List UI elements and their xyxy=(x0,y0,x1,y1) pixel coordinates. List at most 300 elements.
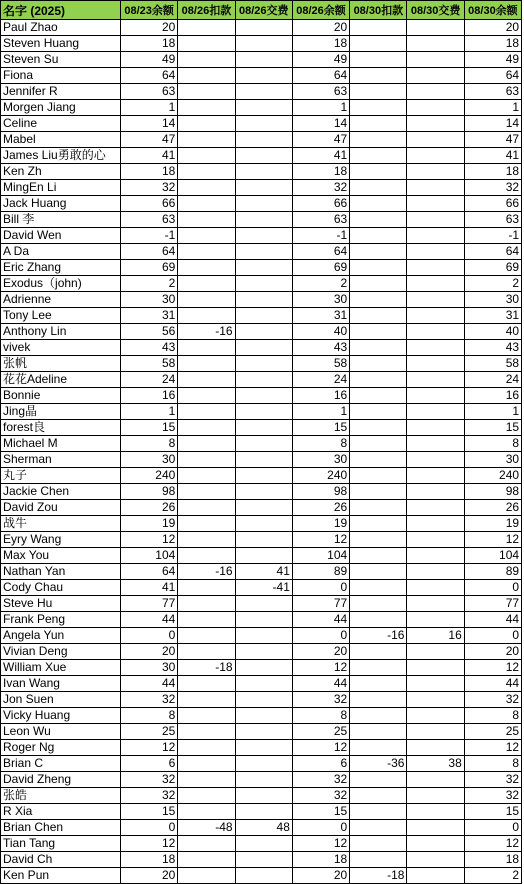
cell-0830-deduction[interactable] xyxy=(350,68,407,84)
cell-0830-balance[interactable]: 8 xyxy=(464,436,521,452)
cell-0823-balance[interactable]: 19 xyxy=(121,516,178,532)
cell-0826-deduction[interactable] xyxy=(178,340,235,356)
cell-0826-deduction[interactable] xyxy=(178,180,235,196)
cell-0826-payment[interactable] xyxy=(235,308,292,324)
cell-0826-payment[interactable] xyxy=(235,84,292,100)
cell-0826-balance[interactable]: 20 xyxy=(292,868,349,884)
cell-0830-balance[interactable]: 1 xyxy=(464,404,521,420)
cell-0826-balance[interactable]: 104 xyxy=(292,548,349,564)
cell-0830-payment[interactable] xyxy=(407,484,464,500)
cell-0826-payment[interactable] xyxy=(235,676,292,692)
cell-0826-balance[interactable]: 15 xyxy=(292,420,349,436)
cell-0826-balance[interactable]: -1 xyxy=(292,228,349,244)
cell-0823-balance[interactable]: 16 xyxy=(121,388,178,404)
cell-0830-balance[interactable]: 24 xyxy=(464,372,521,388)
cell-0826-deduction[interactable] xyxy=(178,628,235,644)
cell-name[interactable]: Eric Zhang xyxy=(1,260,121,276)
cell-name[interactable]: 丸子 xyxy=(1,468,121,484)
cell-0830-balance[interactable]: 0 xyxy=(464,580,521,596)
cell-0826-deduction[interactable] xyxy=(178,644,235,660)
cell-0826-balance[interactable]: 44 xyxy=(292,676,349,692)
cell-0830-deduction[interactable] xyxy=(350,452,407,468)
cell-0826-payment[interactable] xyxy=(235,324,292,340)
cell-0823-balance[interactable]: 25 xyxy=(121,724,178,740)
cell-0826-balance[interactable]: 0 xyxy=(292,628,349,644)
cell-0830-balance[interactable]: 31 xyxy=(464,308,521,324)
cell-0823-balance[interactable]: 24 xyxy=(121,372,178,388)
cell-0823-balance[interactable]: 32 xyxy=(121,788,178,804)
cell-0826-balance[interactable]: 64 xyxy=(292,244,349,260)
cell-0826-balance[interactable]: 43 xyxy=(292,340,349,356)
cell-0823-balance[interactable]: 31 xyxy=(121,308,178,324)
cell-0826-deduction[interactable] xyxy=(178,36,235,52)
cell-0830-payment[interactable] xyxy=(407,724,464,740)
cell-0830-payment[interactable] xyxy=(407,84,464,100)
cell-0830-deduction[interactable] xyxy=(350,292,407,308)
cell-0830-deduction[interactable] xyxy=(350,772,407,788)
cell-0830-deduction[interactable] xyxy=(350,372,407,388)
cell-name[interactable]: Leon Wu xyxy=(1,724,121,740)
cell-name[interactable]: Sherman xyxy=(1,452,121,468)
cell-0826-payment[interactable] xyxy=(235,420,292,436)
cell-0830-balance[interactable]: 77 xyxy=(464,596,521,612)
cell-name[interactable]: Brian Chen xyxy=(1,820,121,836)
cell-0823-balance[interactable]: 26 xyxy=(121,500,178,516)
cell-0826-deduction[interactable] xyxy=(178,692,235,708)
cell-0830-balance[interactable]: 30 xyxy=(464,452,521,468)
cell-0830-balance[interactable]: 40 xyxy=(464,324,521,340)
cell-0830-deduction[interactable] xyxy=(350,276,407,292)
cell-0826-payment[interactable] xyxy=(235,452,292,468)
cell-name[interactable]: Nathan Yan xyxy=(1,564,121,580)
cell-0830-deduction[interactable] xyxy=(350,500,407,516)
cell-0830-payment[interactable] xyxy=(407,708,464,724)
cell-0830-deduction[interactable] xyxy=(350,580,407,596)
cell-0823-balance[interactable]: 44 xyxy=(121,676,178,692)
cell-0826-balance[interactable]: 63 xyxy=(292,84,349,100)
cell-0830-balance[interactable]: 26 xyxy=(464,500,521,516)
cell-0826-payment[interactable] xyxy=(235,292,292,308)
cell-0826-balance[interactable]: 8 xyxy=(292,708,349,724)
cell-0826-deduction[interactable] xyxy=(178,20,235,36)
cell-0830-deduction[interactable] xyxy=(350,484,407,500)
cell-name[interactable]: Fiona xyxy=(1,68,121,84)
cell-0823-balance[interactable]: 30 xyxy=(121,660,178,676)
cell-0830-deduction[interactable] xyxy=(350,660,407,676)
cell-0826-balance[interactable]: 18 xyxy=(292,36,349,52)
cell-0830-payment[interactable] xyxy=(407,532,464,548)
cell-0826-balance[interactable]: 26 xyxy=(292,500,349,516)
cell-0830-balance[interactable]: 20 xyxy=(464,644,521,660)
cell-0826-payment[interactable]: 48 xyxy=(235,820,292,836)
cell-0830-deduction[interactable] xyxy=(350,52,407,68)
cell-0826-payment[interactable] xyxy=(235,628,292,644)
cell-0830-payment[interactable] xyxy=(407,420,464,436)
cell-0830-deduction[interactable] xyxy=(350,148,407,164)
cell-0826-payment[interactable] xyxy=(235,836,292,852)
cell-0826-deduction[interactable] xyxy=(178,52,235,68)
cell-0823-balance[interactable]: 15 xyxy=(121,804,178,820)
cell-0830-deduction[interactable] xyxy=(350,740,407,756)
cell-0826-balance[interactable]: 44 xyxy=(292,612,349,628)
cell-0826-balance[interactable]: 98 xyxy=(292,484,349,500)
cell-0826-deduction[interactable] xyxy=(178,836,235,852)
cell-0826-payment[interactable] xyxy=(235,532,292,548)
cell-name[interactable]: Tian Tang xyxy=(1,836,121,852)
cell-0826-payment[interactable] xyxy=(235,244,292,260)
cell-0826-payment[interactable] xyxy=(235,772,292,788)
cell-0826-balance[interactable]: 24 xyxy=(292,372,349,388)
cell-0826-deduction[interactable] xyxy=(178,164,235,180)
cell-0826-balance[interactable]: 14 xyxy=(292,116,349,132)
cell-name[interactable]: David Zheng xyxy=(1,772,121,788)
cell-0830-deduction[interactable] xyxy=(350,676,407,692)
cell-0823-balance[interactable]: 1 xyxy=(121,100,178,116)
cell-0830-balance[interactable]: 12 xyxy=(464,836,521,852)
cell-0830-deduction[interactable] xyxy=(350,308,407,324)
cell-0823-balance[interactable]: -1 xyxy=(121,228,178,244)
cell-0826-payment[interactable] xyxy=(235,468,292,484)
cell-0826-balance[interactable]: 25 xyxy=(292,724,349,740)
cell-name[interactable]: Tony Lee xyxy=(1,308,121,324)
cell-0830-deduction[interactable] xyxy=(350,388,407,404)
cell-0826-payment[interactable] xyxy=(235,68,292,84)
cell-0826-deduction[interactable] xyxy=(178,404,235,420)
cell-0830-payment[interactable] xyxy=(407,100,464,116)
cell-0826-deduction[interactable] xyxy=(178,500,235,516)
cell-0830-payment[interactable] xyxy=(407,324,464,340)
cell-0830-balance[interactable]: 8 xyxy=(464,756,521,772)
cell-0826-deduction[interactable] xyxy=(178,420,235,436)
cell-0830-deduction[interactable] xyxy=(350,788,407,804)
cell-0826-deduction[interactable] xyxy=(178,852,235,868)
cell-0826-payment[interactable] xyxy=(235,116,292,132)
cell-0826-deduction[interactable] xyxy=(178,772,235,788)
cell-0830-payment[interactable] xyxy=(407,132,464,148)
cell-0823-balance[interactable]: 56 xyxy=(121,324,178,340)
cell-name[interactable]: Ken Pun xyxy=(1,868,121,884)
cell-0826-deduction[interactable] xyxy=(178,596,235,612)
cell-0830-balance[interactable]: 104 xyxy=(464,548,521,564)
cell-0826-balance[interactable]: 16 xyxy=(292,388,349,404)
cell-0826-deduction[interactable] xyxy=(178,372,235,388)
cell-0826-balance[interactable]: 6 xyxy=(292,756,349,772)
cell-0830-payment[interactable] xyxy=(407,868,464,884)
cell-0823-balance[interactable]: 32 xyxy=(121,692,178,708)
cell-0826-balance[interactable]: 1 xyxy=(292,100,349,116)
cell-0826-payment[interactable] xyxy=(235,372,292,388)
cell-name[interactable]: Ken Zh xyxy=(1,164,121,180)
cell-0830-balance[interactable]: 32 xyxy=(464,772,521,788)
cell-0830-deduction[interactable] xyxy=(350,548,407,564)
cell-0830-balance[interactable]: 12 xyxy=(464,532,521,548)
cell-0823-balance[interactable]: 8 xyxy=(121,436,178,452)
cell-0830-payment[interactable]: 38 xyxy=(407,756,464,772)
cell-0826-deduction[interactable] xyxy=(178,724,235,740)
cell-0830-payment[interactable] xyxy=(407,612,464,628)
header-0826-balance[interactable]: 08/26余额 xyxy=(292,1,349,20)
cell-name[interactable]: 张皓 xyxy=(1,788,121,804)
cell-0830-deduction[interactable] xyxy=(350,404,407,420)
cell-0826-deduction[interactable] xyxy=(178,548,235,564)
cell-0826-balance[interactable]: 32 xyxy=(292,772,349,788)
cell-0823-balance[interactable]: 18 xyxy=(121,852,178,868)
cell-name[interactable]: Jing晶 xyxy=(1,404,121,420)
cell-0826-balance[interactable]: 32 xyxy=(292,180,349,196)
cell-0826-payment[interactable] xyxy=(235,692,292,708)
cell-name[interactable]: R Xia xyxy=(1,804,121,820)
cell-name[interactable]: Mabel xyxy=(1,132,121,148)
cell-0826-payment[interactable] xyxy=(235,196,292,212)
cell-0830-balance[interactable]: 63 xyxy=(464,84,521,100)
cell-0830-payment[interactable] xyxy=(407,468,464,484)
cell-0823-balance[interactable]: 66 xyxy=(121,196,178,212)
cell-0830-deduction[interactable]: -18 xyxy=(350,868,407,884)
header-name[interactable]: 名字 (2025) xyxy=(1,1,121,20)
cell-0830-balance[interactable]: 44 xyxy=(464,612,521,628)
cell-0826-payment[interactable] xyxy=(235,228,292,244)
cell-0830-payment[interactable] xyxy=(407,68,464,84)
cell-0830-balance[interactable]: 14 xyxy=(464,116,521,132)
cell-0826-balance[interactable]: 58 xyxy=(292,356,349,372)
cell-0826-balance[interactable]: 18 xyxy=(292,852,349,868)
cell-0826-balance[interactable]: 18 xyxy=(292,164,349,180)
cell-0826-payment[interactable] xyxy=(235,548,292,564)
cell-0826-payment[interactable] xyxy=(235,276,292,292)
cell-0826-deduction[interactable] xyxy=(178,212,235,228)
cell-0830-payment[interactable] xyxy=(407,740,464,756)
cell-0830-deduction[interactable] xyxy=(350,564,407,580)
cell-0823-balance[interactable]: 41 xyxy=(121,580,178,596)
cell-0830-deduction[interactable] xyxy=(350,804,407,820)
cell-0830-payment[interactable] xyxy=(407,20,464,36)
cell-0826-balance[interactable]: 240 xyxy=(292,468,349,484)
cell-0830-balance[interactable]: 63 xyxy=(464,212,521,228)
cell-0823-balance[interactable]: 18 xyxy=(121,164,178,180)
cell-0823-balance[interactable]: 12 xyxy=(121,532,178,548)
cell-0826-balance[interactable]: 0 xyxy=(292,820,349,836)
cell-0830-balance[interactable]: 18 xyxy=(464,36,521,52)
cell-0826-balance[interactable]: 12 xyxy=(292,660,349,676)
cell-name[interactable]: Bonnie xyxy=(1,388,121,404)
cell-name[interactable]: Vivian Deng xyxy=(1,644,121,660)
cell-0826-deduction[interactable] xyxy=(178,388,235,404)
cell-0830-balance[interactable]: 0 xyxy=(464,628,521,644)
cell-name[interactable]: 张帆 xyxy=(1,356,121,372)
cell-0830-payment[interactable] xyxy=(407,836,464,852)
cell-0830-deduction[interactable]: -36 xyxy=(350,756,407,772)
cell-name[interactable]: David Wen xyxy=(1,228,121,244)
cell-0826-deduction[interactable] xyxy=(178,580,235,596)
cell-0826-payment[interactable] xyxy=(235,356,292,372)
cell-0826-deduction[interactable] xyxy=(178,612,235,628)
cell-0830-payment[interactable] xyxy=(407,788,464,804)
cell-0830-payment[interactable] xyxy=(407,388,464,404)
cell-0826-balance[interactable]: 64 xyxy=(292,68,349,84)
cell-0830-balance[interactable]: 240 xyxy=(464,468,521,484)
cell-name[interactable]: Michael M xyxy=(1,436,121,452)
cell-0823-balance[interactable]: 69 xyxy=(121,260,178,276)
cell-0830-deduction[interactable] xyxy=(350,244,407,260)
cell-0830-payment[interactable] xyxy=(407,292,464,308)
cell-0830-payment[interactable] xyxy=(407,356,464,372)
cell-0830-payment[interactable] xyxy=(407,500,464,516)
cell-0830-balance[interactable]: 41 xyxy=(464,148,521,164)
cell-0830-deduction[interactable] xyxy=(350,228,407,244)
cell-0826-deduction[interactable] xyxy=(178,100,235,116)
cell-0826-payment[interactable] xyxy=(235,788,292,804)
cell-0826-balance[interactable]: 66 xyxy=(292,196,349,212)
cell-name[interactable]: Frank Peng xyxy=(1,612,121,628)
cell-0823-balance[interactable]: 8 xyxy=(121,708,178,724)
cell-0830-payment[interactable] xyxy=(407,52,464,68)
cell-0830-payment[interactable] xyxy=(407,340,464,356)
cell-0830-balance[interactable]: 32 xyxy=(464,692,521,708)
cell-0830-deduction[interactable] xyxy=(350,436,407,452)
cell-name[interactable]: Bill 李 xyxy=(1,212,121,228)
cell-0830-payment[interactable]: 16 xyxy=(407,628,464,644)
cell-0823-balance[interactable]: 64 xyxy=(121,68,178,84)
cell-0826-deduction[interactable]: -18 xyxy=(178,660,235,676)
cell-0826-payment[interactable] xyxy=(235,804,292,820)
cell-0830-balance[interactable]: 15 xyxy=(464,420,521,436)
cell-0826-deduction[interactable] xyxy=(178,868,235,884)
cell-0826-payment[interactable] xyxy=(235,52,292,68)
cell-0826-payment[interactable]: 41 xyxy=(235,564,292,580)
cell-0823-balance[interactable]: 77 xyxy=(121,596,178,612)
cell-0830-payment[interactable] xyxy=(407,804,464,820)
cell-0826-deduction[interactable] xyxy=(178,292,235,308)
cell-0830-payment[interactable] xyxy=(407,596,464,612)
cell-name[interactable]: Steven Su xyxy=(1,52,121,68)
cell-0826-balance[interactable]: 40 xyxy=(292,324,349,340)
cell-0830-balance[interactable]: 19 xyxy=(464,516,521,532)
cell-0826-payment[interactable] xyxy=(235,500,292,516)
cell-0830-payment[interactable] xyxy=(407,580,464,596)
cell-0830-balance[interactable]: 49 xyxy=(464,52,521,68)
cell-0830-payment[interactable] xyxy=(407,212,464,228)
cell-name[interactable]: A Da xyxy=(1,244,121,260)
header-0823-balance[interactable]: 08/23余额 xyxy=(121,1,178,20)
cell-name[interactable]: William Xue xyxy=(1,660,121,676)
cell-0830-deduction[interactable] xyxy=(350,836,407,852)
cell-0823-balance[interactable]: 64 xyxy=(121,244,178,260)
header-0830-balance[interactable]: 08/30余额 xyxy=(464,1,521,20)
cell-0826-payment[interactable] xyxy=(235,180,292,196)
cell-0830-payment[interactable] xyxy=(407,260,464,276)
cell-name[interactable]: Anthony Lin xyxy=(1,324,121,340)
cell-0830-balance[interactable]: 2 xyxy=(464,868,521,884)
cell-0826-payment[interactable] xyxy=(235,212,292,228)
cell-0830-balance[interactable]: 32 xyxy=(464,180,521,196)
cell-0826-balance[interactable]: 19 xyxy=(292,516,349,532)
cell-0830-payment[interactable] xyxy=(407,228,464,244)
cell-0826-balance[interactable]: 89 xyxy=(292,564,349,580)
cell-0830-deduction[interactable] xyxy=(350,596,407,612)
cell-0830-payment[interactable] xyxy=(407,148,464,164)
cell-0826-payment[interactable] xyxy=(235,132,292,148)
cell-0830-balance[interactable]: 89 xyxy=(464,564,521,580)
cell-0823-balance[interactable]: 63 xyxy=(121,84,178,100)
cell-0826-balance[interactable]: 30 xyxy=(292,292,349,308)
cell-0826-payment[interactable] xyxy=(235,340,292,356)
cell-0830-deduction[interactable] xyxy=(350,708,407,724)
cell-0823-balance[interactable]: 32 xyxy=(121,772,178,788)
cell-0830-deduction[interactable] xyxy=(350,196,407,212)
cell-0826-payment[interactable] xyxy=(235,596,292,612)
cell-0826-payment[interactable] xyxy=(235,404,292,420)
cell-0830-balance[interactable]: 66 xyxy=(464,196,521,212)
cell-0826-payment[interactable] xyxy=(235,148,292,164)
cell-0830-balance[interactable]: 1 xyxy=(464,100,521,116)
header-0830-deduction[interactable]: 08/30扣款 xyxy=(350,1,407,20)
cell-0830-balance[interactable]: 64 xyxy=(464,68,521,84)
cell-name[interactable]: 花花Adeline xyxy=(1,372,121,388)
cell-name[interactable]: Jackie Chen xyxy=(1,484,121,500)
cell-0830-payment[interactable] xyxy=(407,372,464,388)
cell-name[interactable]: Vicky Huang xyxy=(1,708,121,724)
cell-0830-deduction[interactable] xyxy=(350,340,407,356)
cell-0823-balance[interactable]: 1 xyxy=(121,404,178,420)
cell-0826-balance[interactable]: 2 xyxy=(292,276,349,292)
cell-0830-balance[interactable]: 2 xyxy=(464,276,521,292)
cell-0826-deduction[interactable] xyxy=(178,196,235,212)
cell-0826-balance[interactable]: 32 xyxy=(292,788,349,804)
cell-name[interactable]: Steven Huang xyxy=(1,36,121,52)
cell-name[interactable]: Exodus（john) xyxy=(1,276,121,292)
cell-0826-payment[interactable] xyxy=(235,612,292,628)
cell-0826-balance[interactable]: 12 xyxy=(292,740,349,756)
cell-name[interactable]: Brian C xyxy=(1,756,121,772)
cell-0823-balance[interactable]: 47 xyxy=(121,132,178,148)
cell-0830-balance[interactable]: 25 xyxy=(464,724,521,740)
cell-0830-deduction[interactable] xyxy=(350,180,407,196)
cell-0830-payment[interactable] xyxy=(407,820,464,836)
cell-0826-deduction[interactable] xyxy=(178,260,235,276)
cell-0830-payment[interactable] xyxy=(407,676,464,692)
header-0826-deduction[interactable]: 08/26扣款 xyxy=(178,1,235,20)
cell-0826-deduction[interactable]: -48 xyxy=(178,820,235,836)
cell-0826-balance[interactable]: 32 xyxy=(292,692,349,708)
cell-0826-deduction[interactable] xyxy=(178,484,235,500)
cell-0826-payment[interactable] xyxy=(235,36,292,52)
cell-0830-payment[interactable] xyxy=(407,180,464,196)
cell-0830-payment[interactable] xyxy=(407,564,464,580)
cell-0826-deduction[interactable]: -16 xyxy=(178,324,235,340)
cell-0826-payment[interactable] xyxy=(235,756,292,772)
cell-0826-payment[interactable] xyxy=(235,660,292,676)
cell-0830-deduction[interactable] xyxy=(350,692,407,708)
cell-0826-deduction[interactable] xyxy=(178,468,235,484)
cell-0826-deduction[interactable] xyxy=(178,516,235,532)
cell-0830-payment[interactable] xyxy=(407,308,464,324)
cell-0823-balance[interactable]: 43 xyxy=(121,340,178,356)
cell-0830-balance[interactable]: 20 xyxy=(464,20,521,36)
cell-0826-balance[interactable]: 12 xyxy=(292,836,349,852)
cell-0823-balance[interactable]: 12 xyxy=(121,740,178,756)
cell-0826-payment[interactable] xyxy=(235,100,292,116)
cell-0830-payment[interactable] xyxy=(407,692,464,708)
cell-0823-balance[interactable]: 18 xyxy=(121,36,178,52)
cell-name[interactable]: Jon Suen xyxy=(1,692,121,708)
cell-0826-deduction[interactable] xyxy=(178,308,235,324)
cell-0823-balance[interactable]: 0 xyxy=(121,820,178,836)
cell-0826-payment[interactable] xyxy=(235,484,292,500)
cell-0830-payment[interactable] xyxy=(407,516,464,532)
cell-0823-balance[interactable]: 64 xyxy=(121,564,178,580)
cell-0826-deduction[interactable] xyxy=(178,532,235,548)
cell-name[interactable]: Celine xyxy=(1,116,121,132)
